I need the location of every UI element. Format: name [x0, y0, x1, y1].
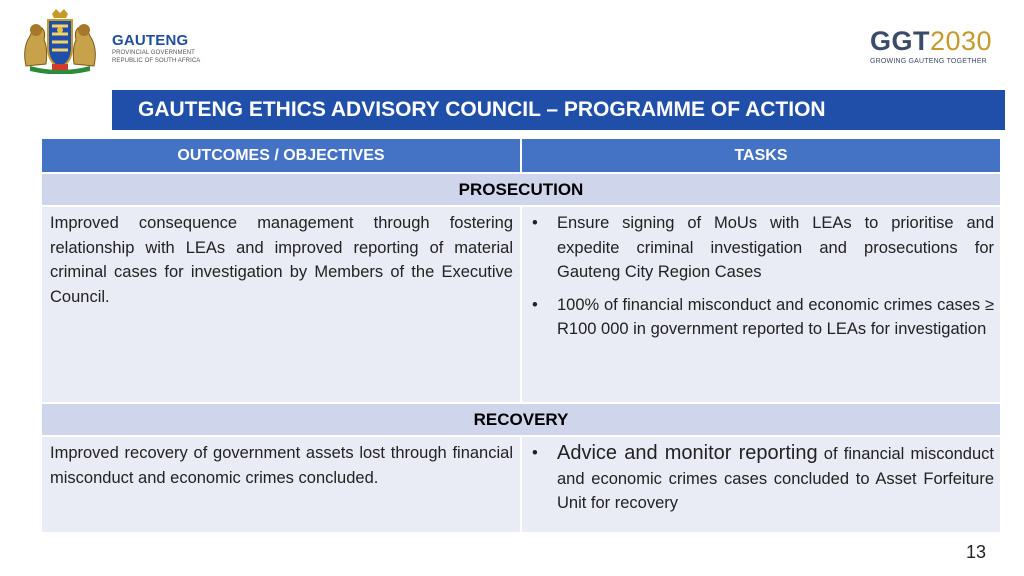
ggt2030-title: [870, 26, 1010, 56]
outcome-cell: Improved recovery of government assets lost through financial misconduct and economic crimes concluded.: [41, 436, 521, 533]
ggt2030-logo: [870, 26, 1010, 70]
table-row: [41, 206, 1001, 403]
table-row: [41, 436, 1001, 533]
gauteng-subtitle-2: REPUBLIC OF SOUTH AFRICA: [112, 58, 201, 64]
task-rest-text: of financial misconduct and economic crimes cases concluded to Asset Forfeiture Unit for recovery: [557, 445, 994, 512]
gauteng-subtitle-1: PROVINCIAL GOVERNMENT: [112, 50, 195, 56]
section-prosecution: PROSECUTION: [41, 173, 1001, 206]
bullet-icon: •: [532, 295, 538, 314]
task-text: [557, 441, 994, 516]
gauteng-logo: [16, 8, 206, 74]
ggt-year: 2030: [930, 26, 993, 56]
task-text: 100% of financial misconduct and economic crimes cases ≥ R100 000 in government reported to LEAs for investigation: [557, 295, 994, 338]
header-tasks: TASKS: [521, 138, 1001, 173]
tasks-cell: [521, 206, 1001, 403]
task-lead-text: Advice and monitor reporting: [557, 442, 818, 464]
table-header-row: [41, 138, 1001, 173]
outcome-cell: Improved consequence management through fostering relationship with LEAs and improved reporting of material criminal cases for investigation by Members of the Executive Council.: [41, 206, 521, 403]
section-recovery: RECOVERY: [41, 403, 1001, 436]
ggt2030-tagline: GROWING GAUTENG TOGETHER: [870, 58, 987, 65]
slide-title: GAUTENG ETHICS ADVISORY COUNCIL – PROGRAMME OF ACTION: [112, 90, 1005, 130]
gauteng-title: GAUTENG: [112, 32, 189, 49]
task-item: [528, 293, 994, 342]
page-number: 13: [966, 542, 987, 562]
coat-of-arms-icon: [16, 8, 104, 74]
tasks-cell: [521, 436, 1001, 533]
task-item: [528, 211, 994, 285]
ggt-text: GGT: [870, 26, 930, 56]
programme-table: [41, 138, 1001, 533]
task-item: [528, 441, 994, 516]
header-outcomes: OUTCOMES / OBJECTIVES: [41, 138, 521, 173]
bullet-icon: •: [532, 214, 538, 232]
gauteng-wordmark: [112, 33, 200, 65]
task-text: Ensure signing of MoUs with LEAs to prioritise and expedite criminal investigation and prosecutions for Gauteng City Region Cases: [557, 214, 994, 281]
bullet-icon: •: [532, 444, 538, 462]
